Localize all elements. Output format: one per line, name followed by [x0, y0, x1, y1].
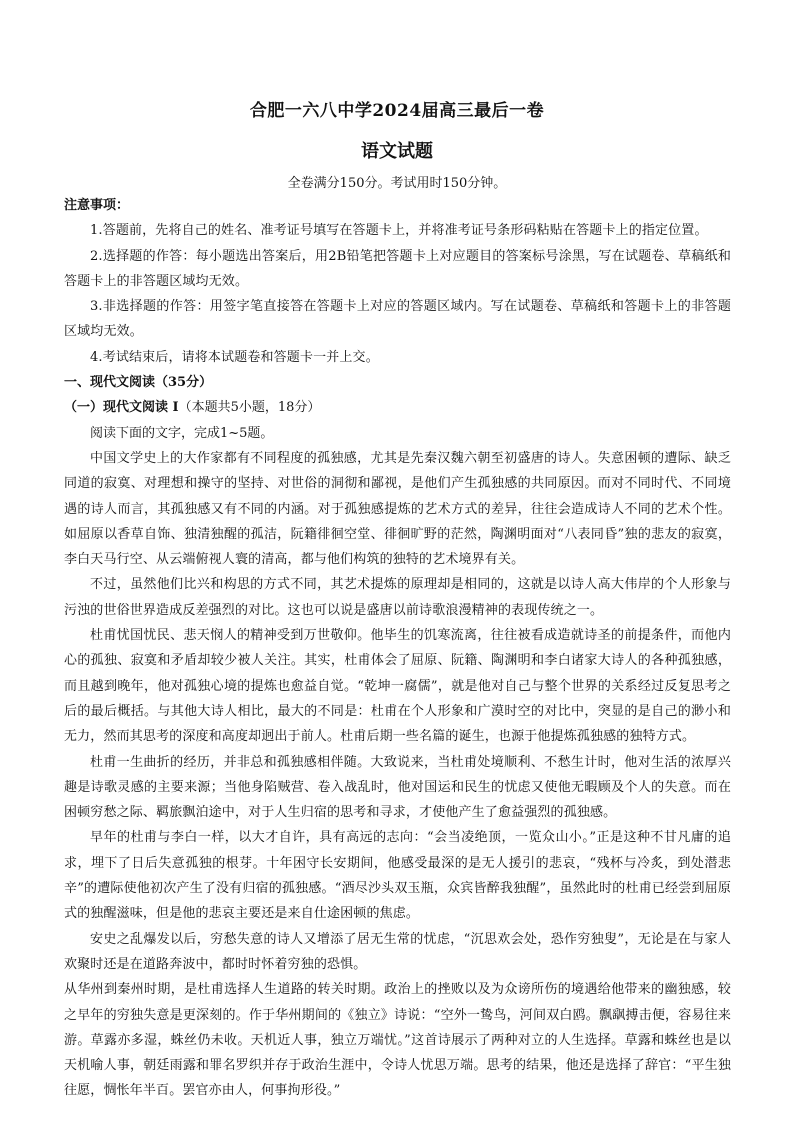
notice-item: 2.选择题的作答：每小题选出答案后，用2B铅笔把答题卡上对应题目的答案标号涂黑，写在试题卷、草稿纸和答题卡上的非答题区域均无效。 — [64, 248, 731, 289]
notice-item: 1.答题前，先将自己的姓名、准考证号填写在答题卡上，并将准考证号条形码粘贴在答题卡上的指定位置。 — [90, 223, 708, 239]
passage-paragraph: 不过，虽然他们比兴和构思的方式不同，其艺术提炼的原理却是相同的，这就是以诗人高大伟岸的个人形象与污浊的世俗世界造成反差强烈的对比。这也可以说是盛唐以前诗歌浪漫精神的表现传统之一。 — [64, 577, 731, 618]
passage-paragraph: 从华州到秦州时期，是杜甫选择人生道路的转关时期。政治上的挫败以及为众谤所伤的境遇给他带来的幽独感，较之早年的穷独失意是更深刻的。作于华州期间的《独立》诗说：“空外一鸷鸟，河间双白鸥。飘飖搏击便，容易往来游。草露亦多湿，蛛丝仍未收。天机近人事，独立万端忧。”这首诗展示了两种对立的人生选择。草露和蛛丝也是以天机喻人事，朝廷雨露和罪名罗织并存于政治生涯中，令诗人忧思万端。思考的结果，他还是选择了辞官：“平生独往愿，惆怅年半百。罢官亦由人，何事拘形役。” — [64, 982, 731, 1099]
exam-title: 合肥一六八中学2024届高三最后一卷 — [249, 101, 545, 121]
part-title: （一）现代文阅读 I — [64, 400, 179, 416]
exam-info: 全卷满分150分。考试用时150分钟。 — [287, 176, 507, 191]
exam-subtitle: 语文试题 — [361, 141, 433, 162]
exam-content — [64, 193, 731, 1104]
part-title-line — [64, 395, 731, 420]
notice-item: 3.非选择题的作答：用签字笔直接答在答题卡上对应的答题区域内。写在试题卷、草稿纸和答题卡上的非答题区域均无效。 — [64, 299, 731, 340]
notice-heading: 注意事项： — [64, 198, 130, 213]
passage-paragraph: 杜甫忧国忧民、悲天悯人的精神受到万世敬仰。他毕生的饥寒流离，往往被看成造就诗圣的前提条件，而他内心的孤独、寂寞和矛盾却较少被人关注。其实，杜甫体会了屈原、阮籍、陶渊明和李白诸家大诗人的各种孤独感，而且越到晚年，他对孤独心境的提炼也愈益自觉。“乾坤一腐儒”，就是他对自己与整个世界的关系经过反复思考之后的最后概括。与其他大诗人相比，最大的不同是：杜甫在个人形象和广漠时空的对比中，突显的是自己的渺小和无力，然而其思考的深度和高度却迥出于前人。杜甫后期一些名篇的诞生，也源于他提炼孤独感的独特方式。 — [64, 628, 731, 745]
passage-paragraph: 早年的杜甫与李白一样，以大才自许，具有高远的志向：“会当凌绝顶，一览众山小。”正是这种不甘凡庸的追求，埋下了日后失意孤独的根芽。十年困守长安期间，他感受最深的是无人援引的悲哀，“残杯与冷炙，到处潜悲辛”的遭际使他初次产生了没有归宿的孤独感。“酒尽沙头双玉瓶，众宾皆醉我独醒”，虽然此时的杜甫已经尝到屈原式的独醒滋味，但是他的悲哀主要还是来自仕途困顿的焦虑。 — [64, 830, 731, 922]
passage-paragraph: 安史之乱爆发以后，穷愁失意的诗人又增添了居无生常的忧虑，“沉思欢会处，恐作穷独叟”，无论是在与家人欢聚时还是在道路奔波中，都时时怀着穷独的恐惧。 — [64, 931, 731, 972]
reading-instruction: 阅读下面的文字，完成1~5题。 — [90, 425, 274, 441]
passage-paragraph: 杜甫一生曲折的经历，并非总和孤独感相伴随。大致说来，当杜甫处境顺利、不愁生计时，他对生活的浓厚兴趣是诗歌灵感的主要来源；当他身陷贼营、卷入战乱时，他对国运和民生的忧虑又使他无暇顾及个人的失意。而在困顿穷愁之际、羁旅飘泊途中，对于人生归宿的思考和寻求，才使他产生了愈益强烈的孤独感。 — [64, 754, 731, 821]
passage-paragraph: 中国文学史上的大作家都有不同程度的孤独感，尤其是先秦汉魏六朝至初盛唐的诗人。失意困顿的遭际、缺乏同道的寂寞、对理想和操守的坚持、对世俗的洞彻和鄙视，是他们产生孤独感的共同原因。而对不同时代、不同境遇的诗人而言，其孤独感又有不同的内涵。对于孤独感提炼的艺术方式的差异，往往会造成诗人不同的艺术个性。如屈原以香草自饰、独清独醒的孤洁，阮籍徘徊空堂、徘徊旷野的茫然，陶渊明面对“八表同昏”独的悲友的寂寞，李白天马行空、从云端俯视人寰的清高，都与他们构筑的独特的艺术境界有关。 — [64, 450, 731, 568]
section-title: 一、现代文阅读（35分） — [64, 375, 213, 391]
notice-item: 4.考试结束后，请将本试题卷和答题卡一并上交。 — [90, 349, 379, 365]
part-note: （本题共5小题，18分） — [178, 400, 321, 416]
